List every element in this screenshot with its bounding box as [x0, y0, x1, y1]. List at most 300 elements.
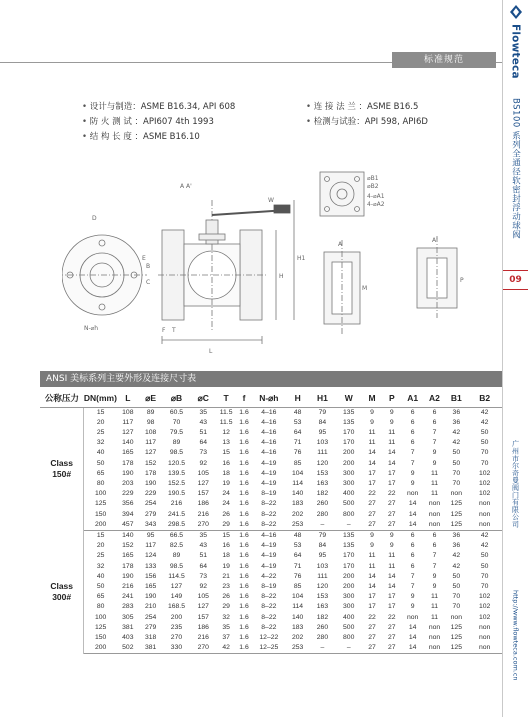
- table-cell: 140: [291, 613, 304, 621]
- table-cell: 7: [410, 582, 415, 590]
- table-cell: 186: [197, 623, 209, 631]
- table-cell: 260: [316, 623, 329, 631]
- table-cell: 103: [316, 439, 329, 447]
- table-cell: 27: [362, 520, 382, 531]
- table-cell: 125: [450, 623, 462, 631]
- table-cell: 241.5: [167, 510, 185, 518]
- table-cell: 1.6: [236, 520, 252, 531]
- table-title: ANSI 美标系列主要外形及连接尺寸表: [40, 371, 502, 387]
- column-header: A1: [402, 390, 424, 407]
- label-l: L: [209, 348, 213, 355]
- section-label: 标准规范: [392, 52, 496, 68]
- table-cell: 27: [382, 643, 402, 654]
- table-cell: –: [335, 520, 362, 531]
- table-row: [40, 623, 502, 633]
- table-cell: 51: [199, 428, 208, 436]
- table-cell: 4–19: [261, 479, 277, 487]
- table-cell: 42: [480, 542, 489, 550]
- table-cell: 127: [197, 603, 209, 611]
- table-cell: 165: [122, 552, 134, 560]
- pressure-class-label: Class 300#: [40, 530, 84, 653]
- table-cell: 254: [144, 500, 157, 508]
- table-cell: 9: [432, 582, 437, 590]
- table-cell: 98.5: [169, 449, 184, 457]
- table-cell: 70: [452, 479, 461, 487]
- table-cell: 300: [343, 603, 355, 611]
- table-cell: 229: [144, 490, 157, 498]
- table-cell: 85: [293, 582, 302, 590]
- table-cell: 7: [410, 449, 415, 457]
- table-row: [40, 448, 502, 458]
- table-cell: 17: [388, 479, 396, 487]
- table-cell: 6: [410, 531, 415, 539]
- table-row: [40, 510, 502, 520]
- table-cell: 500: [343, 623, 355, 631]
- table-cell: 163: [316, 603, 329, 611]
- table-cell: 125: [450, 500, 462, 508]
- table-cell: 42: [452, 552, 461, 560]
- table-cell: 1.6: [239, 613, 249, 621]
- label-m: M: [362, 285, 368, 292]
- table-cell: 178: [122, 562, 134, 570]
- table-cell: 27: [368, 510, 376, 518]
- table-cell: non: [478, 633, 491, 641]
- table-cell: 17: [368, 603, 376, 611]
- table-row: [40, 572, 502, 582]
- table-cell: 170: [343, 439, 355, 447]
- table-cell: 32: [222, 613, 230, 621]
- table-cell: 9: [389, 542, 394, 550]
- table-cell: 200: [343, 582, 355, 590]
- table-cell: 1.6: [239, 603, 249, 611]
- table-cell: 4–22: [261, 572, 277, 580]
- table-cell: 22: [368, 613, 376, 621]
- table-cell: non: [428, 623, 441, 631]
- table-cell: 127: [144, 449, 157, 457]
- table-cell: 73: [199, 449, 208, 457]
- table-cell: 9: [370, 418, 374, 426]
- table-cell: 89: [172, 552, 181, 560]
- column-header: 公称压力: [40, 390, 84, 407]
- label-f: F: [162, 327, 166, 334]
- table-cell: non: [478, 500, 491, 508]
- table-cell: 25: [96, 428, 105, 436]
- table-row: [40, 592, 502, 602]
- table-cell: 29: [222, 603, 230, 611]
- label-e: E: [142, 255, 146, 262]
- table-cell: 14: [388, 582, 396, 590]
- table-cell: 14: [368, 459, 376, 467]
- spec-item: • 结 构 长 度 ：ASME B16.10: [82, 130, 235, 145]
- table-cell: 117: [145, 542, 157, 550]
- table-cell: 15: [96, 408, 105, 416]
- table-cell: 1.6: [239, 633, 249, 641]
- table-cell: 9: [410, 479, 415, 487]
- table-cell: 70: [452, 593, 461, 601]
- table-cell: 1.6: [239, 593, 249, 601]
- table-cell: 27: [368, 633, 376, 641]
- table-cell: 19: [222, 562, 230, 570]
- table-cell: 150: [94, 633, 107, 641]
- table-cell: 203: [122, 479, 134, 487]
- table-cell: 4–16: [261, 418, 277, 426]
- table-cell: non: [428, 510, 441, 518]
- table-cell: 253: [286, 520, 310, 531]
- table-cell: 241: [122, 593, 134, 601]
- table-row: [40, 499, 502, 509]
- table-cell: 100: [94, 613, 107, 621]
- table-cell: 18: [222, 552, 230, 560]
- table-cell: 53: [293, 418, 302, 426]
- table-cell: 800: [343, 510, 355, 518]
- table-cell: 1.6: [239, 439, 249, 447]
- table-cell: 6: [432, 418, 437, 426]
- table-cell: 12–25: [252, 643, 286, 654]
- table-cell: 76: [293, 449, 302, 457]
- table-row: [40, 479, 502, 489]
- table-cell: 42: [480, 418, 489, 426]
- column-header: L: [117, 390, 139, 407]
- table-cell: 98: [146, 418, 155, 426]
- table-row: [40, 438, 502, 448]
- label-p: P: [460, 277, 464, 284]
- table-cell: 190: [144, 479, 157, 487]
- table-row: [40, 520, 502, 531]
- table-cell: 14: [408, 623, 417, 631]
- table-cell: 120.5: [167, 459, 185, 467]
- table-cell: 9: [432, 449, 437, 457]
- column-header: M: [362, 390, 382, 407]
- table-cell: 104: [291, 593, 304, 601]
- table-cell: 7: [410, 572, 415, 580]
- table-cell: 108: [144, 428, 157, 436]
- table-cell: 64: [293, 428, 302, 436]
- table-cell: 210: [144, 603, 157, 611]
- website-link[interactable]: http://www.flowteca.com.cn: [511, 590, 520, 681]
- table-cell: 8–22: [261, 613, 277, 621]
- column-header: N-⌀h: [252, 390, 286, 407]
- table-cell: 11: [430, 469, 439, 477]
- table-row: [40, 530, 502, 541]
- spec-list-right: [306, 100, 428, 130]
- table-cell: 280: [316, 633, 329, 641]
- table-cell: 7: [432, 428, 437, 436]
- table-cell: 300: [343, 469, 355, 477]
- table-cell: 183: [291, 500, 304, 508]
- table-cell: 1.6: [239, 449, 249, 457]
- table-cell: 84: [318, 542, 327, 550]
- table-cell: 14: [368, 572, 376, 580]
- table-cell: 190.5: [167, 490, 185, 498]
- table-cell: 4–16: [261, 408, 277, 416]
- table-cell: 125: [445, 520, 467, 531]
- table-cell: 200: [343, 449, 355, 457]
- table-cell: 73: [199, 572, 208, 580]
- table-cell: 216: [170, 500, 183, 508]
- table-cell: 117: [145, 439, 157, 447]
- table-cell: 6: [410, 418, 415, 426]
- table-row: [40, 633, 502, 643]
- table-cell: 4–19: [261, 459, 277, 467]
- table-cell: 14: [402, 643, 424, 654]
- table-cell: 70: [172, 418, 181, 426]
- table-cell: 183: [291, 623, 304, 631]
- table-cell: 24: [222, 500, 230, 508]
- table-cell: 127: [197, 479, 209, 487]
- table-cell: 8–22: [252, 520, 286, 531]
- table-cell: 152: [144, 459, 157, 467]
- table-cell: 114: [292, 479, 304, 487]
- table-cell: 152: [122, 542, 134, 550]
- table-cell: 381: [139, 643, 163, 654]
- table-cell: 11: [388, 562, 396, 570]
- table-cell: 92: [199, 459, 208, 467]
- table-cell: 14: [388, 459, 396, 467]
- table-cell: 6: [410, 428, 415, 436]
- table-cell: 283: [122, 603, 134, 611]
- column-header: B1: [445, 390, 467, 407]
- table-row: [40, 551, 502, 561]
- table-cell: 502: [117, 643, 139, 654]
- table-cell: non: [406, 613, 419, 621]
- table-row: [40, 428, 502, 438]
- table-cell: 22: [388, 613, 396, 621]
- label-a-prime: A': [432, 237, 438, 244]
- table-cell: 17: [368, 479, 376, 487]
- label-d: D: [92, 215, 97, 222]
- table-cell: 8–22: [261, 593, 277, 601]
- series-title: BS100 系列全通径软密封浮动球阀: [510, 98, 521, 240]
- table-cell: 27: [382, 520, 402, 531]
- table-cell: 1.6: [239, 562, 249, 570]
- table-cell: 105: [197, 593, 209, 601]
- table-cell: 22: [388, 490, 396, 498]
- table-cell: 11: [368, 552, 376, 560]
- table-cell: 356: [122, 500, 134, 508]
- table-row: [40, 613, 502, 623]
- table-cell: 9: [410, 469, 415, 477]
- table-cell: 457: [117, 520, 139, 531]
- table-row: [40, 582, 502, 592]
- column-header: ⌀B: [163, 390, 191, 407]
- table-cell: 50: [452, 572, 461, 580]
- table-cell: 394: [122, 510, 134, 518]
- spec-list-left: [82, 100, 235, 145]
- table-cell: 200: [343, 459, 355, 467]
- table-cell: 13: [222, 439, 230, 447]
- table-cell: 53: [293, 542, 302, 550]
- table-cell: 14: [408, 633, 417, 641]
- table-cell: 4–19: [261, 562, 277, 570]
- table-cell: 216: [122, 582, 134, 590]
- table-cell: 18: [222, 469, 230, 477]
- table-cell: 11: [388, 428, 396, 436]
- table-cell: 89: [172, 439, 181, 447]
- table-cell: 102: [478, 593, 491, 601]
- table-cell: 1.6: [236, 643, 252, 654]
- table-row: [40, 643, 502, 654]
- table-cell: 318: [144, 633, 157, 641]
- table-cell: 127: [122, 428, 134, 436]
- table-cell: 102: [478, 469, 491, 477]
- table-cell: 1.6: [239, 572, 249, 580]
- table-cell: 6: [410, 542, 415, 550]
- table-cell: 17: [368, 469, 376, 477]
- table-cell: 120: [316, 582, 329, 590]
- table-cell: 182: [316, 490, 329, 498]
- table-cell: 403: [122, 633, 134, 641]
- table-cell: 216: [197, 510, 209, 518]
- flowteca-logo-icon: [508, 4, 524, 20]
- table-cell: 300: [343, 593, 355, 601]
- table-cell: non: [478, 623, 491, 631]
- table-cell: 200: [84, 643, 117, 654]
- table-cell: 24: [222, 490, 230, 498]
- table-cell: 70: [452, 469, 461, 477]
- table-cell: 95: [146, 531, 155, 539]
- table-cell: 14: [408, 500, 417, 508]
- table-cell: 140: [122, 439, 134, 447]
- table-cell: 64: [293, 552, 302, 560]
- table-cell: 42: [480, 531, 489, 539]
- table-cell: non: [478, 510, 491, 518]
- table-cell: 37: [222, 633, 230, 641]
- table-cell: 1.6: [239, 510, 249, 518]
- table-cell: 235: [170, 623, 183, 631]
- table-cell: 6: [432, 542, 437, 550]
- table-cell: 50: [480, 439, 489, 447]
- table-cell: 7: [410, 459, 415, 467]
- table-cell: 64: [199, 562, 208, 570]
- table-cell: 9: [389, 408, 394, 416]
- table-cell: 1.6: [239, 479, 249, 487]
- table-cell: 98.5: [169, 562, 184, 570]
- table-cell: 4–16: [261, 439, 277, 447]
- table-cell: 8–22: [261, 603, 277, 611]
- table-row: [40, 418, 502, 428]
- table-cell: 9: [410, 593, 415, 601]
- table-cell: 1.6: [239, 542, 249, 550]
- column-header: A2: [424, 390, 446, 407]
- table-cell: 80: [96, 479, 105, 487]
- table-cell: 12: [222, 428, 230, 436]
- table-cell: 19: [222, 479, 230, 487]
- table-cell: 14: [368, 449, 376, 457]
- table-cell: 36: [452, 418, 461, 426]
- table-cell: 80: [96, 603, 105, 611]
- table-cell: 27: [388, 623, 396, 631]
- table-body: [40, 407, 502, 654]
- table-cell: 35: [222, 623, 230, 631]
- table-cell: 36: [452, 408, 461, 416]
- table-cell: 111: [317, 449, 328, 457]
- table-cell: 26: [222, 510, 230, 518]
- table-cell: 104: [291, 469, 304, 477]
- table-cell: 125: [94, 500, 107, 508]
- label-c: C: [146, 279, 151, 286]
- table-cell: 11.5: [219, 408, 233, 416]
- table-cell: 140: [291, 490, 304, 498]
- table-cell: 1.6: [239, 469, 249, 477]
- table-cell: 1.6: [239, 418, 249, 426]
- table-cell: 165: [122, 449, 134, 457]
- table-cell: 82.5: [169, 542, 184, 550]
- table-cell: 42: [452, 562, 461, 570]
- table-cell: 229: [122, 490, 134, 498]
- table-cell: non: [406, 490, 419, 498]
- column-header: H: [286, 390, 310, 407]
- table-cell: –: [335, 643, 362, 654]
- table-cell: 200: [343, 572, 355, 580]
- table-cell: 11: [388, 439, 396, 447]
- table-cell: 17: [388, 603, 396, 611]
- table-cell: 50: [452, 582, 461, 590]
- table-cell: non: [450, 613, 462, 621]
- table-cell: 190: [144, 593, 157, 601]
- table-cell: non: [424, 643, 446, 654]
- table-cell: 163: [316, 479, 329, 487]
- table-cell: 135: [343, 542, 355, 550]
- table-cell: 300: [343, 479, 355, 487]
- table-cell: 400: [343, 490, 355, 498]
- table-cell: 157: [197, 490, 209, 498]
- table-cell: 111: [317, 572, 328, 580]
- table-cell: 153: [316, 593, 329, 601]
- table-cell: 9: [389, 531, 394, 539]
- table-cell: 170: [343, 562, 355, 570]
- table-cell: 200: [84, 520, 117, 531]
- table-cell: 125: [450, 510, 462, 518]
- spec-item: • 防 火 测 试 ：API607 4th 1993: [82, 115, 235, 130]
- table-cell: 6: [410, 439, 415, 447]
- table-cell: 11: [368, 439, 376, 447]
- table-cell: 102: [478, 479, 491, 487]
- table-cell: 9: [370, 542, 374, 550]
- table-cell: 50: [452, 459, 461, 467]
- table-cell: 14: [388, 449, 396, 457]
- table-cell: 36: [452, 542, 461, 550]
- table-cell: 135: [343, 408, 355, 416]
- table-cell: 43: [199, 418, 208, 426]
- table-cell: non: [450, 490, 462, 498]
- table-cell: 40: [96, 572, 105, 580]
- table-cell: 135: [343, 531, 355, 539]
- table-row: [40, 562, 502, 572]
- table-cell: 170: [343, 552, 355, 560]
- table-cell: 127: [170, 582, 183, 590]
- page-number: 09: [503, 270, 528, 290]
- table-cell: 114.5: [168, 572, 185, 580]
- table-cell: 186: [197, 500, 209, 508]
- table-cell: 120: [316, 459, 329, 467]
- table-cell: 1.6: [239, 490, 249, 498]
- table-cell: 298.5: [163, 520, 191, 531]
- table-cell: –: [310, 520, 336, 531]
- label-phi-b1: ⌀B1: [367, 175, 379, 182]
- table-cell: 23: [222, 582, 230, 590]
- table-cell: 70: [452, 603, 461, 611]
- table-cell: 85: [293, 459, 302, 467]
- table-cell: 1.6: [239, 552, 249, 560]
- table-cell: 140: [122, 531, 134, 539]
- table-cell: 11: [388, 552, 396, 560]
- table-cell: 25: [96, 552, 105, 560]
- column-header: f: [236, 390, 252, 407]
- table-cell: 8–19: [261, 582, 277, 590]
- table-cell: 21: [222, 572, 230, 580]
- table-cell: 11: [368, 428, 376, 436]
- spec-item: • 设计与制造：ASME B16.34, API 608: [82, 100, 235, 115]
